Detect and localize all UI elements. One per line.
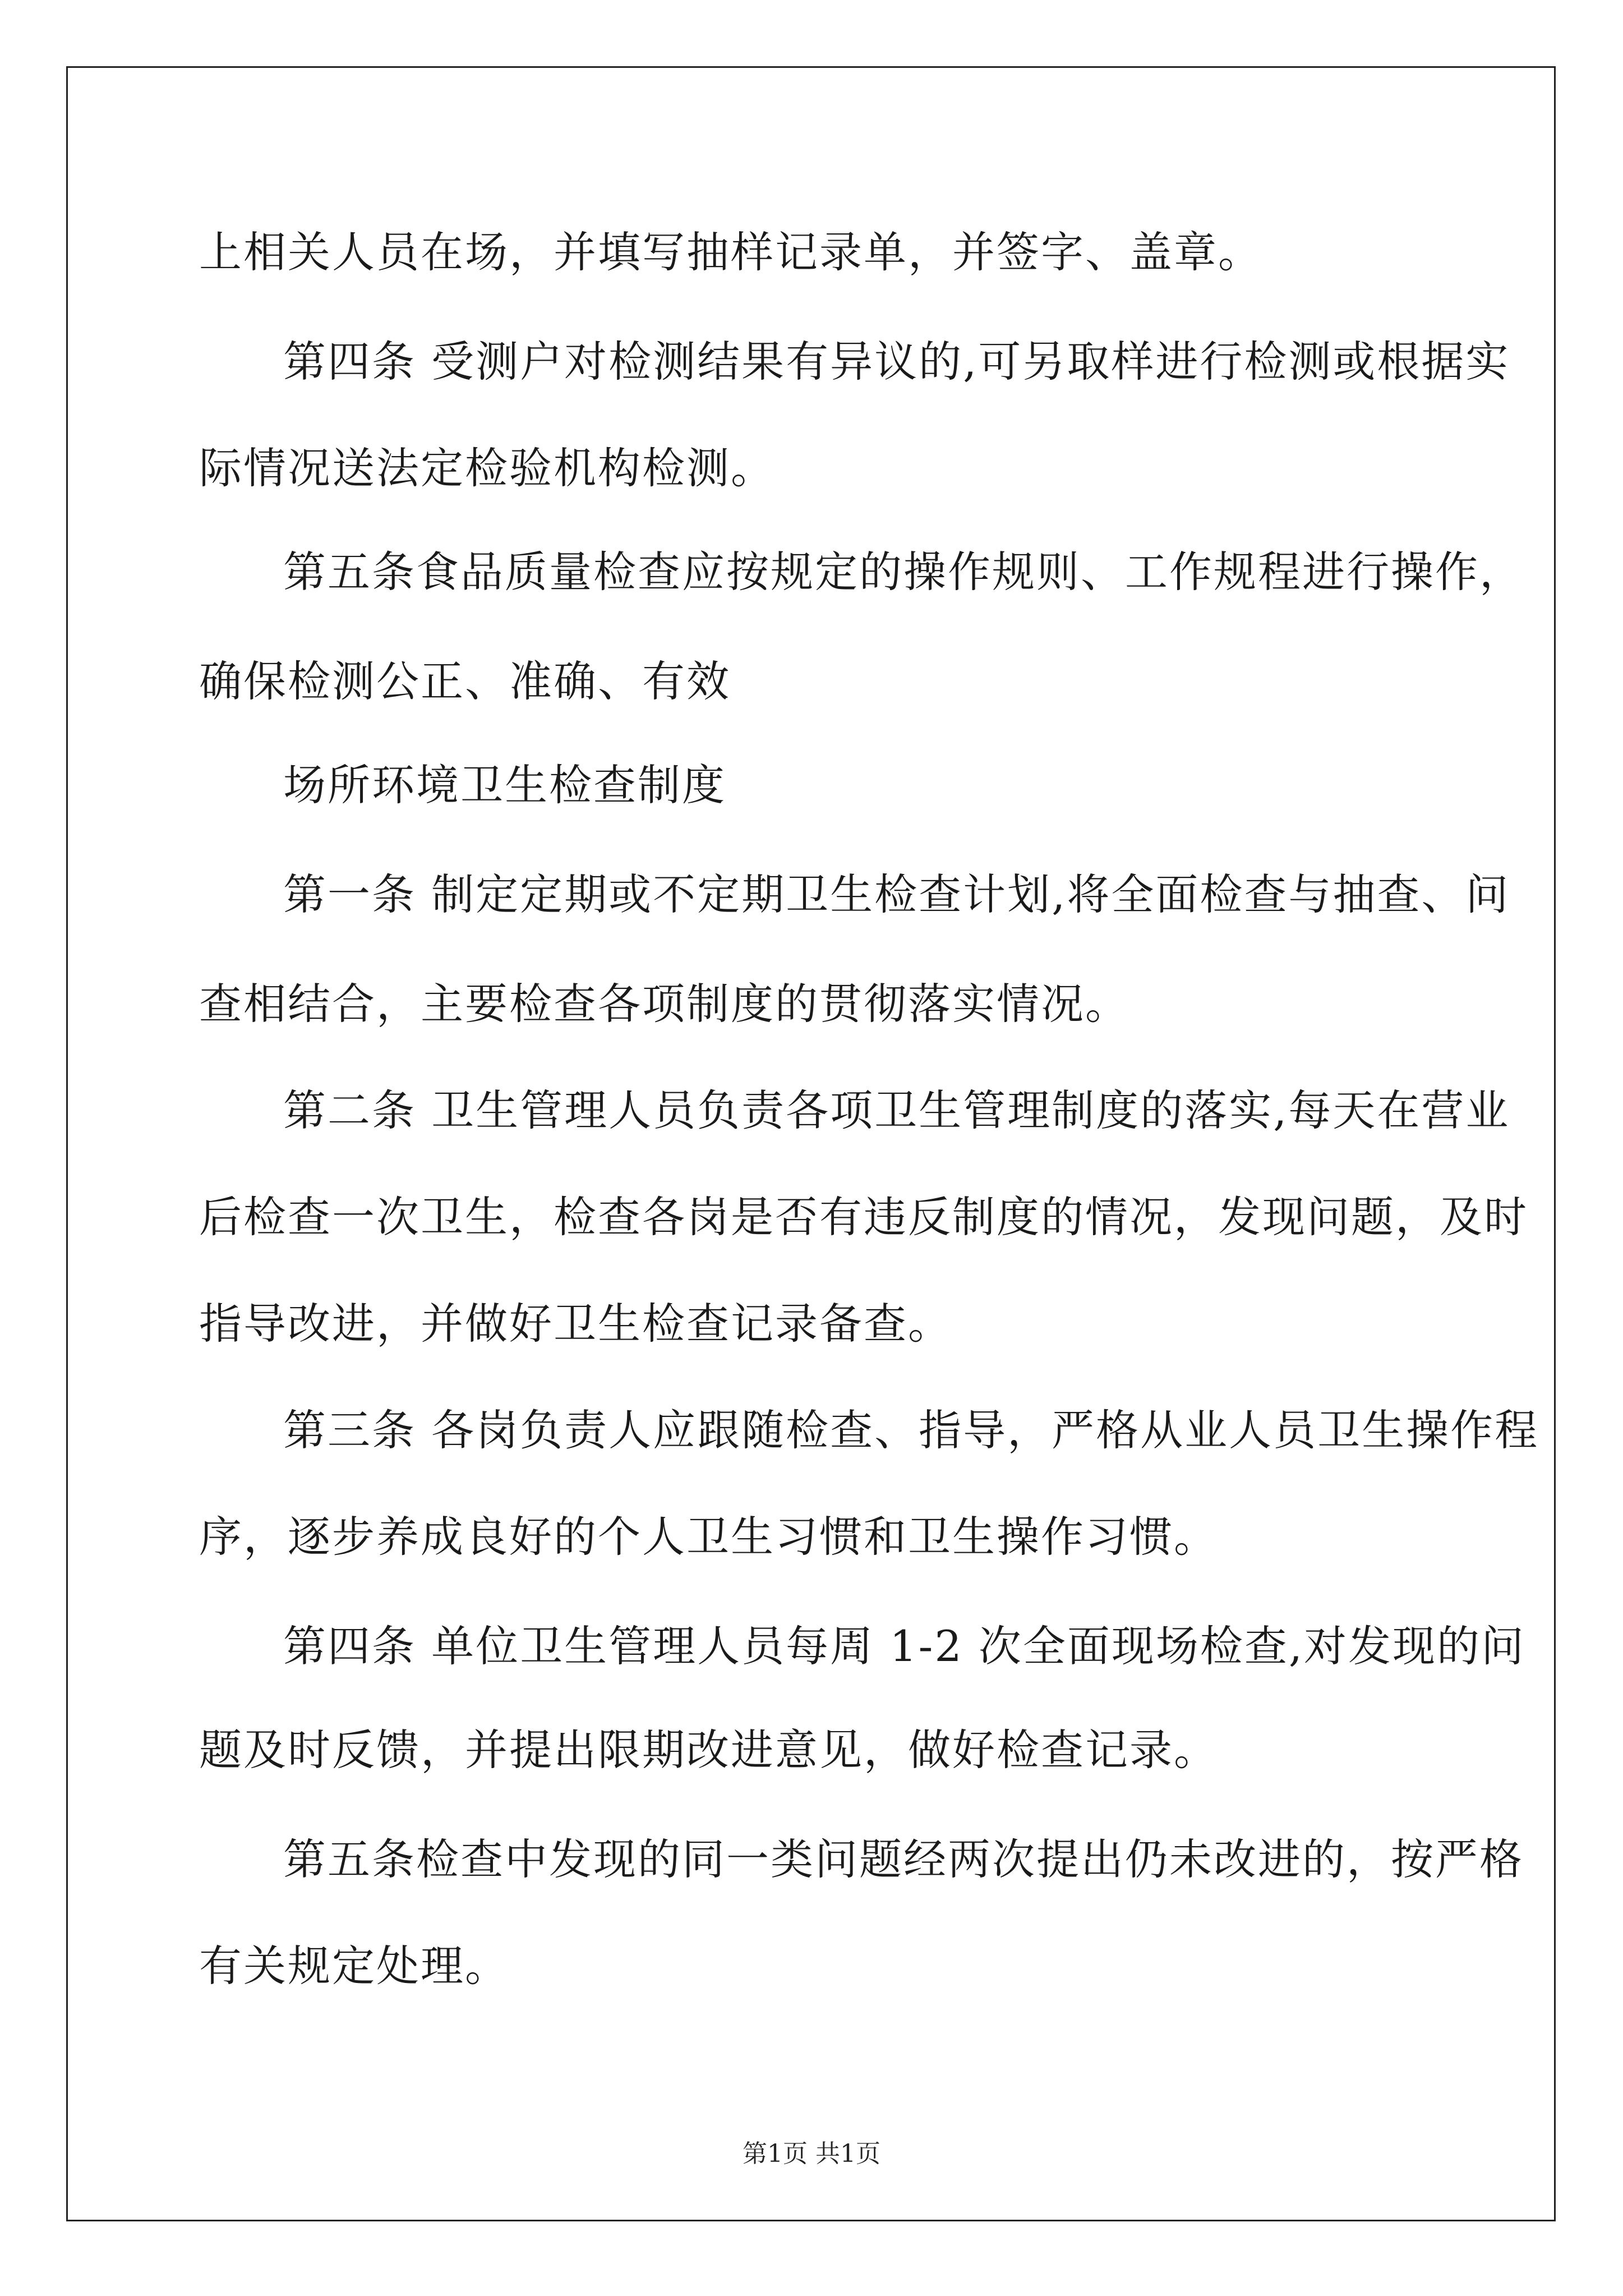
line-7: 第一条 制定定期或不定期卫生检查计划,将全面检查与抽查、问 <box>283 869 1510 919</box>
line-4: 第五条食品质量检查应按规定的操作规则、工作规程进行操作， <box>283 547 1524 597</box>
line-8: 查相结合，主要检查各项制度的贯彻落实情况。 <box>199 979 1129 1029</box>
line-11: 指导改进，并做好卫生检查记录备查。 <box>199 1299 952 1349</box>
line-5: 确保检测公正、准确、有效 <box>199 656 731 706</box>
line-2: 第四条 受测户对检测结果有异议的,可另取样进行检测或根据实 <box>283 337 1510 386</box>
line-17: 有关规定处理。 <box>199 1941 509 1991</box>
line-12: 第三条 各岗负责人应跟随检查、指导，严格从业人员卫生操作程 <box>283 1405 1539 1455</box>
line-3: 际情况送法定检验机构检测。 <box>199 443 775 493</box>
section-heading: 场所环境卫生检查制度 <box>283 760 726 810</box>
page-number: 第1页 共1页 <box>743 2139 880 2168</box>
line-15: 题及时反馈，并提出限期改进意见，做好检查记录。 <box>199 1725 1218 1775</box>
line-9: 第二条 卫生管理人员负责各项卫生管理制度的落实,每天在营业 <box>283 1085 1510 1135</box>
line-16: 第五条检查中发现的同一类问题经两次提出仍未改进的，按严格 <box>283 1834 1524 1884</box>
line-1: 上相关人员在场，并填写抽样记录单，并签字、盖章。 <box>199 227 1262 277</box>
line-10: 后检查一次卫生，检查各岗是否有违反制度的情况，发现问题，及时 <box>199 1192 1528 1242</box>
line-14: 第四条 单位卫生管理人员每周 1-2 次全面现场检查,对发现的问 <box>283 1621 1526 1671</box>
page-footer <box>0 2137 1623 2171</box>
line-13: 序，逐步养成良好的个人卫生习惯和卫生操作习惯。 <box>199 1512 1218 1562</box>
